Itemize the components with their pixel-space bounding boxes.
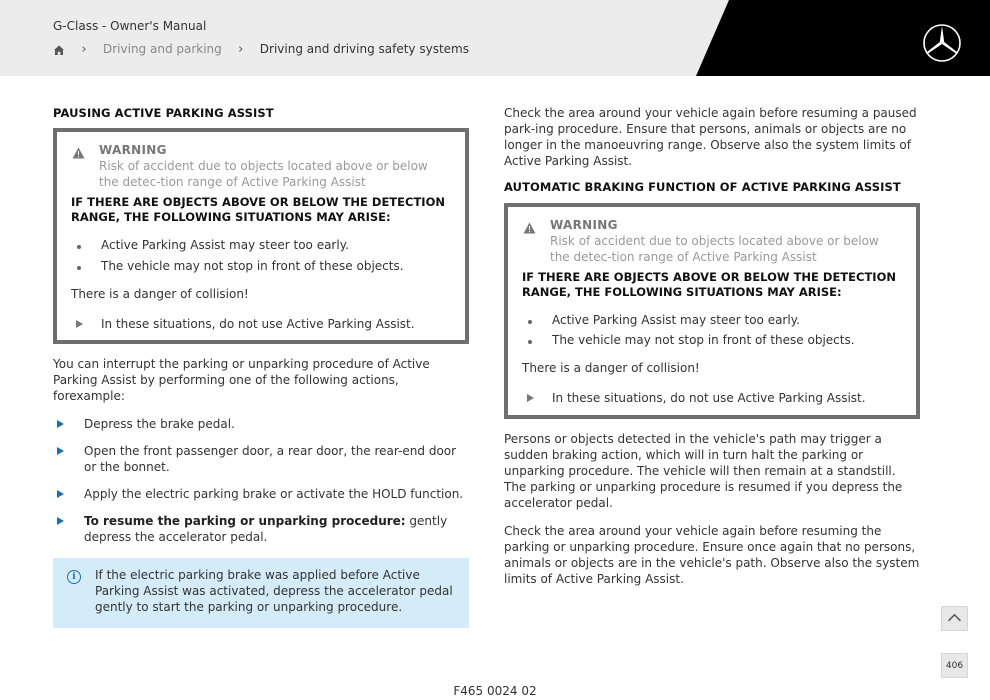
list-item: The vehicle may not stop in front of these objects.	[71, 259, 451, 275]
warning-action-text: In these situations, do not use Active Parking Assist.	[101, 316, 415, 331]
collision-warning: There is a danger of collision!	[71, 286, 249, 301]
breadcrumb-link-driving-and-parking[interactable]: Driving and parking	[103, 42, 222, 57]
manual-title: G-Class - Owner's Manual	[53, 19, 207, 33]
footer-code: F465 0024 02	[453, 684, 537, 698]
chevron-up-icon	[942, 607, 967, 630]
list-item: Active Parking Assist may steer too early.	[71, 238, 451, 254]
chevron-right-icon: ›	[81, 42, 87, 58]
arrow-right-icon	[57, 447, 64, 455]
warning-triangle-icon	[523, 222, 536, 234]
step-text: Apply the electric parking brake or activate the HOLD function.	[84, 487, 464, 501]
warning-caps-text: IF THERE ARE OBJECTS ABOVE OR BELOW THE DETECTION RANGE, THE FOLLOWING SITUATIONS MAY ARISE:	[71, 195, 445, 225]
warning-caps-text: IF THERE ARE OBJECTS ABOVE OR BELOW THE DETECTION RANGE, THE FOLLOWING SITUATIONS MAY ARISE:	[522, 269, 896, 300]
breadcrumb	[53, 42, 469, 58]
mercedes-star-logo[interactable]	[922, 23, 962, 63]
warning-action	[71, 317, 451, 333]
breadcrumb-current-page: Driving and driving safety systems	[259, 42, 469, 57]
step-text: Depress the brake pedal.	[84, 417, 235, 432]
warning-box	[53, 128, 469, 344]
list-item: Active Parking Assist may steer too early.	[522, 313, 902, 329]
warning-description: Risk of accident due to objects located above or below the detec-tion range of Active Parking Assist	[550, 234, 879, 264]
arrow-right-icon	[57, 420, 64, 428]
info-note	[53, 558, 469, 628]
warning-title: WARNING	[99, 143, 167, 158]
warning-bullet-list	[522, 313, 902, 350]
step-item	[53, 444, 469, 476]
warning-description: Risk of accident due to objects located above or below the detec-tion range of Active Parking Assist	[99, 159, 428, 190]
chevron-right-icon: ›	[238, 42, 244, 58]
page-number-badge[interactable]: 406	[941, 653, 968, 678]
step-text: gently depress the accelerator pedal.	[84, 513, 448, 544]
arrow-right-icon	[527, 394, 534, 402]
section-heading-pausing: PAUSING ACTIVE PARKING ASSIST	[53, 106, 274, 120]
info-note-text: If the electric parking brake was applied before Active Parking Assist was activated, depress the accelerator pedal gently to start the parking or unparking procedure.	[95, 567, 453, 614]
section-heading-automatic-braking: AUTOMATIC BRAKING FUNCTION OF ACTIVE PARKING ASSIST	[504, 179, 901, 194]
warning-action	[522, 391, 902, 407]
back-to-top-button[interactable]	[941, 606, 968, 631]
info-icon: i	[67, 570, 81, 584]
resume-check-paragraph: Check the area around your vehicle again before resuming a paused park-ing procedure. Ensure that persons, animals or objects are no longer in the manoeuvring range. Observe also the system limits of Active Parking Assist.	[504, 106, 917, 168]
arrow-right-icon	[76, 320, 83, 328]
warning-header	[522, 218, 902, 266]
warning-bullet-list	[71, 238, 451, 275]
header-bar	[0, 0, 990, 76]
home-icon[interactable]	[53, 44, 65, 56]
step-bold-label: To resume the parking or unparking procedure:	[84, 513, 406, 528]
arrow-right-icon	[57, 517, 64, 525]
warning-box	[504, 203, 920, 419]
check-area-paragraph: Check the area around your vehicle again before resuming the parking or unparking procedure. Ensure once again that no persons, animals or objects are in the vehicle's path. Observe also the system limits of Active Parking Assist.	[504, 523, 920, 586]
list-item: The vehicle may not stop in front of these objects.	[522, 333, 902, 349]
warning-header	[71, 143, 451, 191]
collision-warning: There is a danger of collision!	[522, 361, 700, 376]
intro-paragraph: You can interrupt the parking or unparking procedure of Active Parking Assist by performing one of the following actions, forexample:	[53, 357, 430, 404]
left-column	[53, 106, 469, 628]
action-steps	[53, 417, 469, 546]
warning-action-text: In these situations, do not use Active Parking Assist.	[552, 391, 866, 406]
step-item	[53, 487, 469, 503]
right-column	[504, 106, 920, 588]
step-item	[53, 417, 469, 433]
warning-triangle-icon	[72, 147, 85, 159]
warning-title: WARNING	[550, 218, 618, 233]
braking-paragraph: Persons or objects detected in the vehicle's path may trigger a sudden braking action, which will in turn halt the parking or unparking procedure. The vehicle will then remain at a standstill. The parking or unparking procedure is resumed if you depress the accelerator pedal.	[504, 432, 903, 510]
arrow-right-icon	[57, 490, 64, 498]
step-item	[53, 514, 469, 546]
step-text: Open the front passenger door, a rear door, the rear-end door or the bonnet.	[84, 444, 457, 475]
